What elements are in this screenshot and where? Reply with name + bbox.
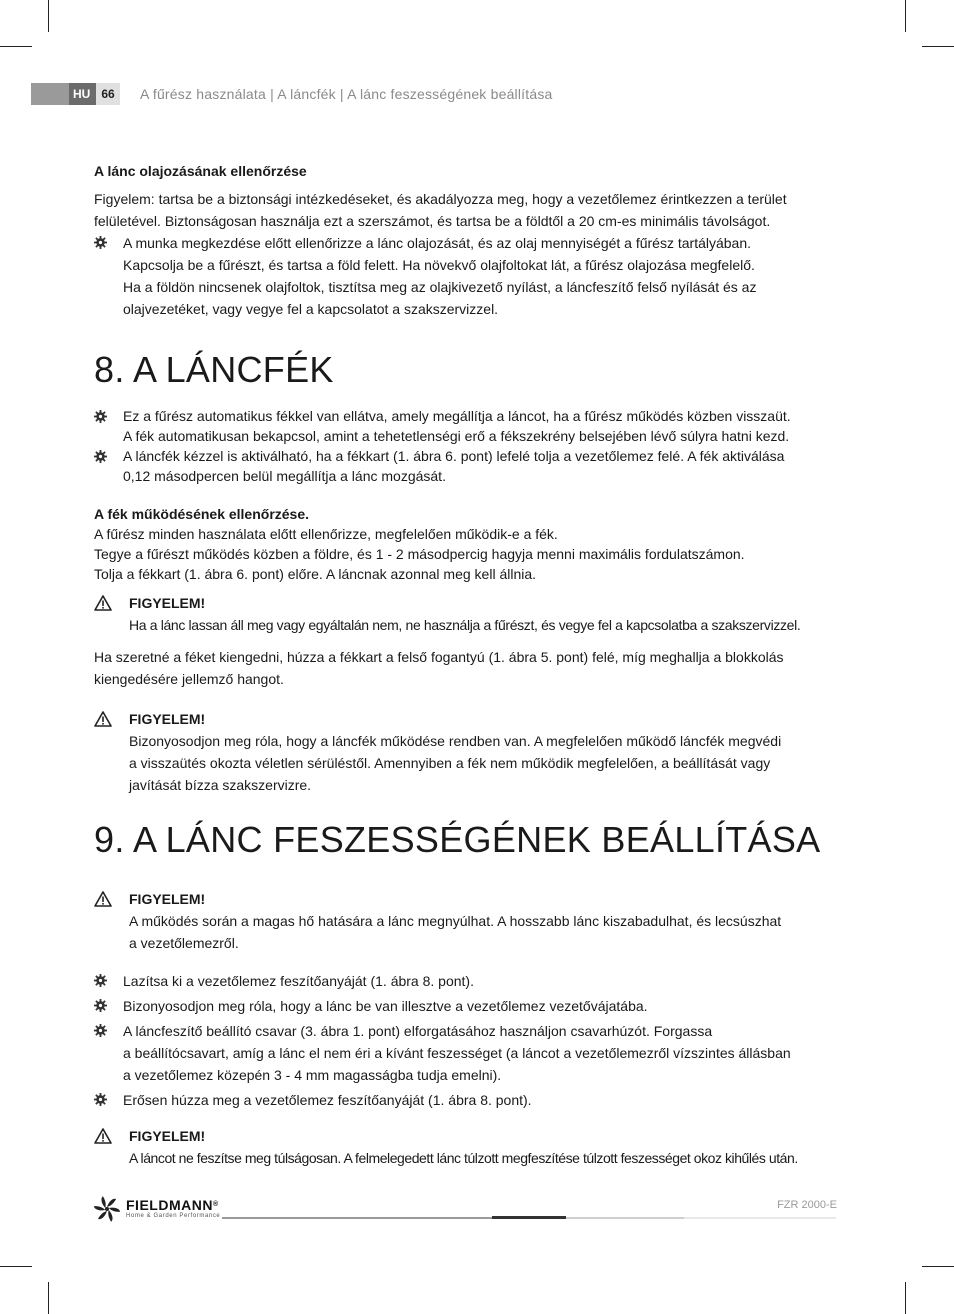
crop-mark	[0, 1266, 32, 1267]
gear-bullet-icon	[94, 236, 107, 249]
header-tab-spacer	[31, 83, 69, 105]
footer-rule	[684, 1217, 836, 1219]
gear-bullet-icon	[94, 1024, 107, 1037]
list-item-text: a beállítócsavart, amíg a lánc el nem éri a kívánt feszességet (a láncot a vezetőlemezről vízszintes állásban	[123, 1045, 791, 1061]
warning-title: FIGYELEM!	[129, 891, 206, 907]
gear-bullet-icon	[94, 974, 107, 987]
list-item-text: Ha a földön nincsenek olajfoltok, tisztítsa meg az olajkivezető nyílást, a láncfeszítő felső nyílását és az	[123, 279, 757, 295]
brake-release-line: Ha szeretné a féket kiengedni, húzza a fékkart a felső fogantyú (1. ábra 5. pont) felé, míg meghallja a blokkolás	[94, 649, 784, 665]
warning-text: Bizonyosodjon meg róla, hogy a láncfék működése rendben van. A megfelelően működő láncfék megvédi	[129, 733, 782, 749]
gear-bullet-icon	[94, 410, 107, 423]
crop-mark	[905, 0, 906, 32]
brake-check-heading: A fék működésének ellenőrzése.	[94, 506, 310, 522]
page-content	[94, 160, 839, 1169]
brake-check-line: A fűrész minden használata előtt ellenőrizze, megfelelően működik-e a fék.	[94, 526, 558, 542]
oil-bullet-list	[94, 232, 839, 320]
list-item-text: A láncfeszítő beállító csavar (3. ábra 1. pont) elforgatásához használjon csavarhúzót. Forgassa	[123, 1023, 713, 1039]
brand-text	[126, 1198, 220, 1220]
page-number: 66	[96, 83, 119, 105]
list-item-text: olajvezetéket, vagy vegye fel a kapcsolatot a szakszervizzel.	[123, 301, 499, 317]
warning-block	[94, 888, 839, 954]
warning-triangle-icon	[94, 1128, 112, 1144]
list-item	[94, 1020, 839, 1086]
crop-mark	[922, 1266, 954, 1267]
list-item-text: 0,12 másodpercen belül megállítja a lánc mozgását.	[123, 468, 446, 484]
list-item	[94, 232, 839, 320]
warning-title: FIGYELEM!	[129, 711, 206, 727]
oil-intro-line: Figyelem: tartsa be a biztonsági intézkedéseket, és akadályozza meg, hogy a vezetőlemez érintkezzen a terület	[94, 191, 787, 207]
warning-title: FIGYELEM!	[129, 1128, 206, 1144]
warning-text: Ha a lánc lassan áll meg vagy egyáltalán nem, ne használja a fűrészt, és vegye fel a kapcsolatba a szakszervizzel.	[129, 617, 801, 633]
brand-tagline: Home & Garden Performance	[126, 1213, 221, 1219]
brake-check-line: Tolja a fékkart (1. ábra 6. pont) előre. A láncnak azonnal meg kell állnia.	[94, 566, 537, 582]
gear-bullet-icon	[94, 450, 107, 463]
warning-triangle-icon	[94, 595, 112, 611]
warning-triangle-icon	[94, 891, 112, 907]
warning-text: javítását bízza szakszervizre.	[129, 777, 312, 793]
list-item-text: A láncfék kézzel is aktiválható, ha a fékkart (1. ábra 6. pont) lefelé tolja a vezetőlemez felé. A fék aktiválása	[123, 448, 785, 464]
brake-release-line: kiengedésére jellemző hangot.	[94, 671, 284, 687]
model-number: FZR 2000-E	[777, 1199, 837, 1211]
crop-mark	[48, 0, 49, 32]
list-item-text: Lazítsa ki a vezetőlemez feszítőanyáját (1. ábra 8. pont).	[123, 973, 474, 989]
warning-block	[94, 1125, 839, 1169]
footer-rule	[566, 1217, 684, 1219]
fan-logo-icon	[94, 1196, 120, 1222]
footer-rule	[222, 1217, 492, 1219]
warning-block	[94, 592, 839, 636]
warning-block	[94, 708, 839, 796]
list-item	[94, 446, 839, 486]
list-item	[94, 1089, 839, 1111]
brake-check-line: Tegye a fűrészt működés közben a földre, és 1 - 2 másodpercig hagyja menni maximális fordulatszámon.	[94, 546, 745, 562]
footer-rule	[492, 1216, 566, 1219]
brand-logo	[94, 1196, 220, 1222]
warning-triangle-icon	[94, 711, 112, 727]
chain-brake-bullet-list	[94, 406, 839, 486]
breadcrumb: A fűrész használata | A láncfék | A lánc feszességének beállítása	[140, 86, 553, 102]
section-title-chain-brake: 8. A LÁNCFÉK	[94, 349, 334, 390]
gear-bullet-icon	[94, 1093, 107, 1106]
section-title-chain-tension: 9. A LÁNC FESZESSÉGÉNEK BEÁLLÍTÁSA	[94, 819, 821, 860]
list-item	[94, 406, 839, 446]
language-badge: HU	[69, 83, 96, 105]
crop-mark	[0, 46, 32, 47]
crop-mark	[922, 46, 954, 47]
list-item	[94, 995, 839, 1017]
warning-text: A működés során a magas hő hatására a lánc megnyúlhat. A hosszabb lánc kiszabadulhat, és lecsúszhat	[129, 913, 782, 929]
oil-intro-line: felületével. Biztonságosan használja ezt a szerszámot, és tartsa be a földtől a 20 cm-es minimális távolságot.	[94, 213, 771, 229]
list-item	[94, 970, 839, 992]
registered-mark: ®	[212, 1201, 219, 1208]
list-item-text: a vezetőlemez közepén 3 - 4 mm magasságba tudja emelni).	[123, 1067, 502, 1083]
warning-title: FIGYELEM!	[129, 595, 206, 611]
warning-text: A láncot ne feszítse meg túlságosan. A felmelegedett lánc túlzott megfeszítése túlzott feszességet okoz kihűlés után.	[129, 1150, 798, 1166]
list-item-text: A fék automatikusan bekapcsol, amint a tehetetlenségi erő a fékszekrény belsejében lévő súlyra hatni kezd.	[123, 428, 790, 444]
warning-text: a vezetőlemezről.	[129, 935, 239, 951]
crop-mark	[905, 1282, 906, 1314]
oil-check-heading: A lánc olajozásának ellenőrzése	[94, 163, 307, 179]
list-item-text: Erősen húzza meg a vezetőlemez feszítőanyáját (1. ábra 8. pont).	[123, 1092, 532, 1108]
warning-text: a visszaütés okozta véletlen sérüléstől. Amennyiben a fék nem működik megfelelően, a beállítását vagy	[129, 755, 771, 771]
crop-mark	[48, 1282, 49, 1314]
list-item-text: Ez a fűrész automatikus fékkel van ellátva, amely megállítja a láncot, ha a fűrész működés közben visszaüt.	[123, 408, 791, 424]
page-header	[31, 83, 120, 105]
gear-bullet-icon	[94, 999, 107, 1012]
list-item-text: Bizonyosodjon meg róla, hogy a lánc be van illesztve a vezetőlemez vezetővájatába.	[123, 998, 648, 1014]
brand-name: FIELDMANN®	[126, 1197, 219, 1213]
list-item-text: A munka megkezdése előtt ellenőrizze a lánc olajozását, és az olaj mennyiségét a fűrész tartályában.	[123, 235, 752, 251]
tension-steps-list	[94, 970, 839, 1111]
list-item-text: Kapcsolja be a fűrészt, és tartsa a föld felett. Ha növekvő olajfoltokat lát, a fűrész olajozása megfelelő.	[123, 257, 755, 273]
